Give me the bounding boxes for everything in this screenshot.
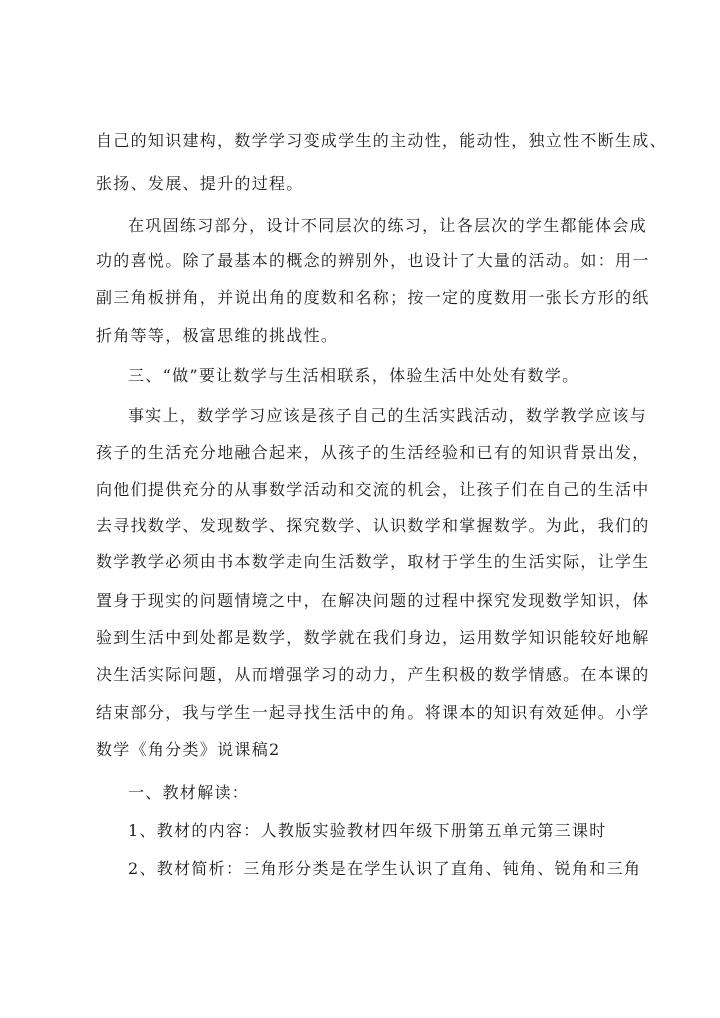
text-line: 三、“做”要让数学与生活相联系，体验生活中处处有数学。: [128, 366, 580, 385]
text-line: 折角等等，极富思维的挑战性。: [96, 326, 339, 345]
text-line: 向他们提供充分的从事数学活动和交流的机会，让孩子们在自己的生活中: [96, 480, 650, 499]
text-line: 一、教材解读：: [128, 783, 250, 802]
text-line: 结束部分，我与学生一起寻找生活中的角。将课本的知识有效延伸。小学: [96, 703, 650, 722]
text-line: 孩子的生活充分地融合起来，从孩子的生活经验和已有的知识背景出发，: [96, 443, 650, 462]
text-line: 功的喜悦。除了最基本的概念的辨别外，也设计了大量的活动。如：用一: [96, 251, 650, 270]
text-line: 事实上，数学学习应该是孩子自己的生活实践活动，数学教学应该与: [128, 406, 648, 425]
text-line: 置身于现实的问题情境之中，在解决问题的过程中探究发现数学知识，体: [96, 591, 650, 610]
text-line: 去寻找数学、发现数学、探究数学、认识数学和掌握数学。为此，我们的: [96, 516, 650, 535]
text-line: 1、教材的内容：人教版实验教材四年级下册第五单元第三课时: [128, 821, 607, 840]
text-line: 数学《角分类》说课稿2: [96, 740, 281, 759]
text-line: 副三角板拼角，并说出角的度数和名称；按一定的度数用一张长方形的纸: [96, 288, 650, 307]
text-line: 2、教材简析：三角形分类是在学生认识了直角、钝角、锐角和三角: [128, 859, 642, 878]
text-line: 决生活实际问题，从而增强学习的动力，产生积极的数学情感。在本课的: [96, 665, 650, 684]
text-line: 验到生活中到处都是数学，数学就在我们身边，运用数学知识能较好地解: [96, 628, 650, 647]
text-line: 数学教学必须由书本数学走向生活数学，取材于学生的生活实际，让学生: [96, 552, 650, 571]
text-line: 在巩固练习部分，设计不同层次的练习，让各层次的学生都能体会成: [128, 216, 648, 235]
text-line: 自己的知识建构，数学学习变成学生的主动性，能动性，独立性不断生成、: [96, 131, 667, 150]
text-line: 张扬、发展、提升的过程。: [96, 174, 304, 193]
